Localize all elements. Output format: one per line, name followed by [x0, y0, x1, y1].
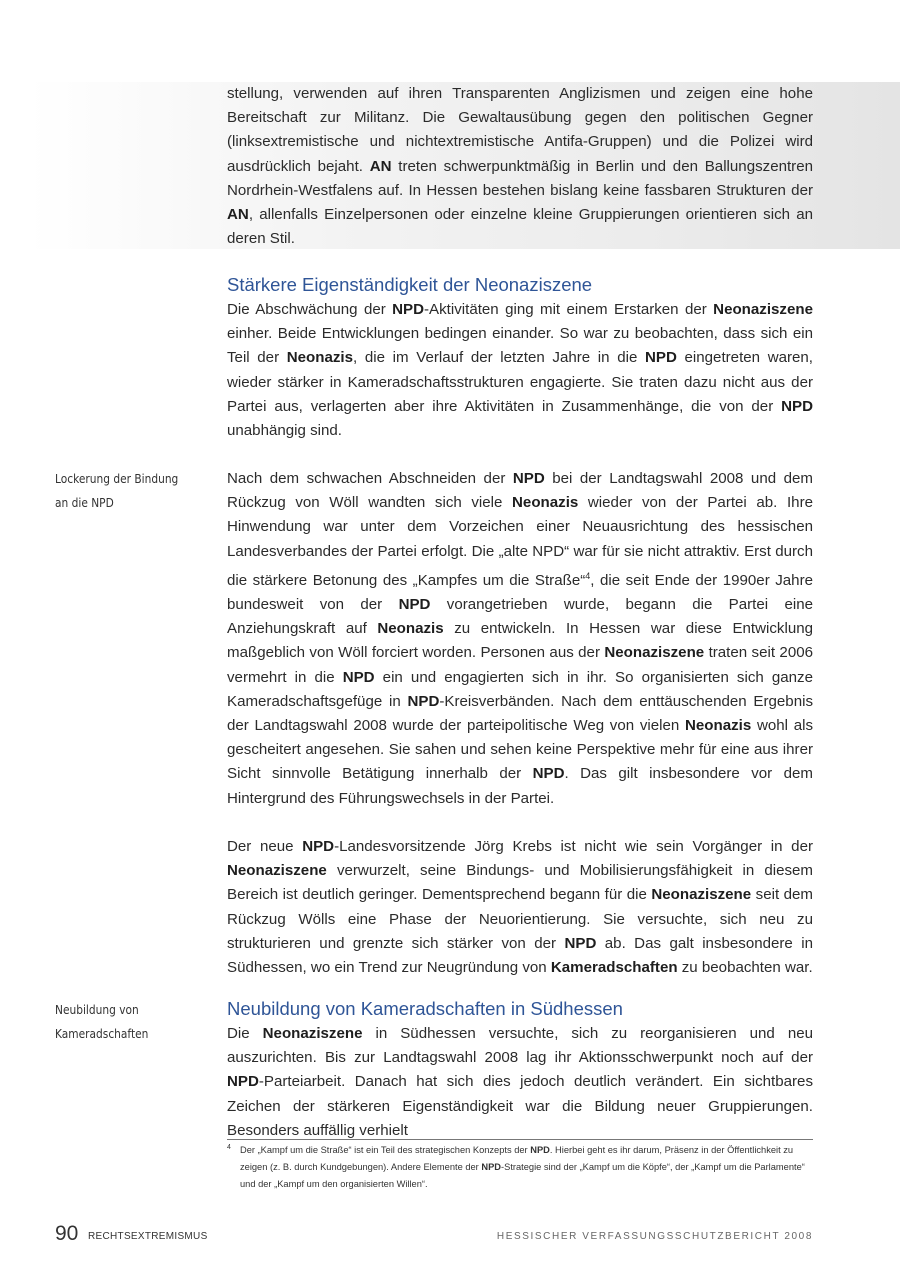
section-label: RECHTSEXTREMISMUS [88, 1231, 208, 1242]
section-body-neonaziszene [227, 298, 813, 443]
section-body-suedhessen [227, 1022, 813, 1143]
bold-term: Neonaziszene [227, 862, 327, 880]
section-heading-neonaziszene: Stärkere Eigenständigkeit der Neonaziszene [227, 274, 593, 295]
bold-term: Neonazis [512, 494, 579, 512]
bold-term: Neonaziszene [604, 644, 705, 662]
bold-term: NPD [392, 301, 425, 318]
footnote-number: 4 [227, 1144, 231, 1151]
bold-term: NPD [227, 1073, 259, 1091]
page-number: 90 [55, 1222, 79, 1245]
margin-note-line: an die NPD [55, 495, 114, 511]
bold-term: NPD [302, 838, 335, 856]
bold-term: NPD [564, 934, 597, 952]
report-title: HESSISCHER VERFASSUNGSSCHUTZBERICHT 2008 [496, 1231, 813, 1242]
box-paragraph: stellung, verwenden auf ihren Transparenten Anglizismen und zeigen eine hohe Bereitschaft zur Militanz. Die Gewaltausübung gegen den politischen Gegner (linksextremistische und nichtextremistische Antifa-Gruppen) und die Polizei wird ausdrücklich bejaht. AN treten schwerpunktmäßig in Berlin und den Ballungszentren Nordrhein-Westfalens auf. In Hessen bestehen bislang keine fassbaren Strukturen der AN, allenfalls Einzelpersonen oder einzelne kleine Gruppierungen orientieren sich an deren Stil. [227, 85, 813, 248]
body-column-lockerung [227, 467, 813, 980]
margin-note-line: Lockerung der Bindung [55, 471, 179, 486]
bold-term: Neonaziszene [713, 301, 813, 318]
bold-term: Neonaziszene [262, 1025, 363, 1042]
bold-term: NPD [407, 692, 440, 710]
paragraph-eigenstaendigkeit: Die Abschwächung der NPD-Aktivitäten ging mit einem Erstarken der Neonaziszene einher. Beide Entwicklungen bedingen einander. So war zu beobachten, dass sich ein Teil der Neonazis, die im Verlauf der letzten Jahre in die NPD eingetreten waren, wieder stärker in Kameradschaftsstrukturen engagierte. Sie traten dazu nicht aus der Partei aus, verlagerten aber ihre Aktivitäten in Zusammenhänge, die von der NPD unabhängig sind. [227, 301, 813, 440]
highlight-box-text [227, 82, 813, 251]
bold-term: Neonazis [377, 620, 444, 638]
paragraph-landtagswahl: Nach dem schwachen Abschneiden der NPD bei der Landtagswahl 2008 und dem Rückzug von Wöll wandten sich viele Neonazis wieder von der Partei ab. Ihre Hinwendung war unter dem Vorzeichen einer Neuausrichtung des hessischen Landesverbandes der Partei erfolgt. Die „alte NPD“ war für sie nicht attraktiv. Erst durch die stärkere Betonung des „Kampfes um die Straße“$^4$, die seit Ende der 1990er Jahre bundesweit von der NPD vorangetrieben wurde, begann die Partei eine Anziehungskraft auf Neonazis zu entwickeln. In Hessen war diese Entwicklung maßgeblich von Wöll forciert worden. Personen aus der Neonaziszene traten seit 2006 vermehrt in die NPD ein und engagierten sich in ihr. So organisierten sich ganze Kameradschaftsgefüge in NPD-Kreisverbänden. Nach dem enttäuschenden Ergebnis der Landtagswahl 2008 wurde der parteipolitische Weg von vielen Neonazis wohl als gescheitert angesehen. Sie sahen und sehen keine Perspektive mehr für eine aus ihrer Sicht sinnvolle Betätigung innerhalb der NPD. Das gilt insbesondere vor dem Hintergrund des Führungswechsels in der Partei. [227, 470, 814, 807]
paragraph-suedhessen: Die Neonaziszene in Südhessen versuchte, sich zu reorganisieren und neu auszurichten. Bis zur Landtagswahl 2008 lag ihr Aktionsschwerpunkt noch auf der NPD-Parteiarbeit. Danach hat sich dies jedoch deutlich verändert. Ein sichtbares Zeichen der stärkeren Eigenständigkeit war die Bildung neuer Gruppierungen. Besonders auffällig verhielt [227, 1025, 814, 1139]
bold-term: Neonazis [286, 349, 354, 367]
margin-note-neubildung [55, 998, 183, 1046]
margin-note-line: Kameradschaften [55, 1026, 149, 1042]
bold-term: NPD [532, 765, 565, 783]
paragraph-landesvorsitzende: Der neue NPD-Landesvorsitzende Jörg Krebs ist nicht wie sein Vorgänger in der Neonaziszene verwurzelt, seine Bindungs- und Mobilisierungsfähigkeit in diesem Bereich ist deutlich geringer. Dementsprechend begann für die Neonaziszene seit dem Rückzug Wölls eine Phase der Neuorientierung. Sie versuchte, sich neu zu strukturieren und grenzte sich stärker von der NPD ab. Das galt insbesondere in Südhessen, wo ein Trend zur Neugründung von Kameradschaften zu beobachten war. [227, 838, 813, 977]
bold-term: NPD [781, 397, 813, 415]
bold-term: NPD [481, 1162, 502, 1172]
bold-term: NPD [512, 470, 545, 487]
bold-term: AN [369, 157, 392, 175]
bold-term: AN [227, 206, 249, 224]
bold-term: NPD [398, 596, 431, 614]
footnote [227, 1142, 813, 1193]
bold-term: NPD [645, 349, 677, 367]
bold-term: Neonazis [684, 717, 752, 735]
bold-term: Neonaziszene [651, 886, 752, 904]
margin-note-lockerung [55, 467, 183, 515]
section-heading-suedhessen: Neubildung von Kameradschaften in Südhessen [227, 998, 623, 1019]
margin-note-line: Neubildung von [55, 1002, 139, 1017]
bold-term: NPD [530, 1145, 550, 1155]
bold-term: NPD [342, 668, 375, 686]
footnote-reference[interactable]: 4 [585, 570, 591, 581]
footnote-separator [227, 1139, 813, 1140]
footnote-text: Der „Kampf um die Straße“ ist ein Teil des strategischen Konzepts der NPD. Hierbei geht es ihr darum, Präsenz in der Öffentlichkeit zu zeigen (z. B. durch Kundgebungen). Andere Elemente der NPD-Strategie sind der „Kampf um die Köpfe“, der „Kampf um die Parlamente“ und der „Kampf um den organisierten Willen“. [240, 1145, 805, 1189]
bold-term: Kameradschaften [550, 959, 678, 977]
